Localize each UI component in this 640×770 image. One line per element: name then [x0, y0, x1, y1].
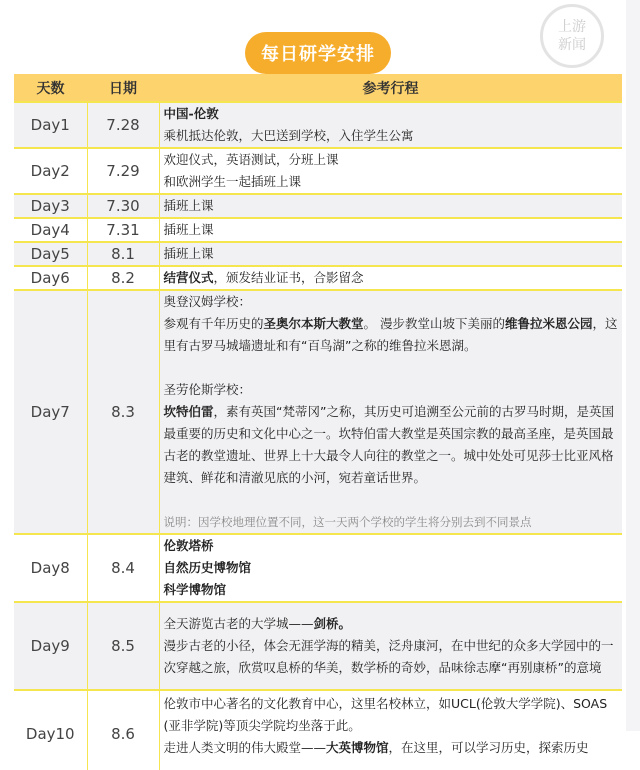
itinerary-text: 。 漫步教堂山坡下美丽的 — [363, 316, 506, 331]
itinerary-cell — [159, 602, 622, 690]
itinerary-note: 说明：因学校地理位置不同，这一天两个学校的学生将分别去到不同景点 — [163, 515, 532, 529]
itinerary-bold: 科学博物馆 — [163, 582, 227, 597]
day-cell: Day1 — [14, 102, 87, 148]
scrollbar-track — [626, 0, 640, 731]
itinerary-cell: 插班上课 — [159, 194, 622, 218]
itinerary-cell — [159, 266, 622, 290]
itinerary-table — [14, 74, 622, 770]
itinerary-text: 伦敦市中心著名的文化教育中心，这里名校林立，如UCL(伦敦大学学院)、SOAS (亚非学院)等顶尖学院均坐落于此。 — [163, 696, 608, 733]
date-cell: 8.1 — [87, 242, 159, 266]
table-row — [14, 194, 622, 218]
itinerary-text: ，在这里，可以学习历史，探索历史 — [388, 740, 589, 755]
date-cell: 7.31 — [87, 218, 159, 242]
date-cell: 8.3 — [87, 290, 159, 534]
itinerary-bold: 伦敦塔桥 — [163, 538, 214, 553]
itinerary-bold: 剑桥。 — [313, 616, 352, 631]
itinerary-cell — [159, 290, 622, 534]
itinerary-text: ，这里有古罗马城墙遗址和有“百鸟湖”之称的维鲁拉米恩湖。 — [163, 316, 618, 353]
day-cell: Day10 — [14, 690, 87, 770]
itinerary-text: 和欧洲学生一起插班上课 — [163, 174, 302, 189]
itinerary-cell — [159, 102, 622, 148]
itinerary-bold: 维鲁拉米恩公园 — [505, 316, 593, 331]
itinerary-bold: 中国-伦敦 — [163, 106, 219, 121]
date-cell: 8.6 — [87, 690, 159, 770]
section-title-badge: 每日研学安排 — [245, 32, 391, 74]
date-cell: 7.28 — [87, 102, 159, 148]
table-row — [14, 242, 622, 266]
itinerary-text: ，颁发结业证书，合影留念 — [213, 270, 364, 285]
itinerary-cell — [159, 148, 622, 194]
date-cell: 8.5 — [87, 602, 159, 690]
itinerary-cell: 插班上课 — [159, 242, 622, 266]
day-cell: Day2 — [14, 148, 87, 194]
header-itinerary: 参考行程 — [159, 74, 622, 102]
table-row — [14, 534, 622, 602]
itinerary-bold: 结营仪式 — [163, 270, 214, 285]
day-cell: Day8 — [14, 534, 87, 602]
table-row — [14, 148, 622, 194]
table-row — [14, 690, 622, 770]
itinerary-text: 欢迎仪式，英语测试，分班上课 — [163, 152, 339, 167]
itinerary-cell — [159, 690, 622, 770]
itinerary-text: 参观有千年历史的 — [163, 316, 264, 331]
date-cell: 7.30 — [87, 194, 159, 218]
day-cell: Day9 — [14, 602, 87, 690]
table-row — [14, 266, 622, 290]
day-cell: Day4 — [14, 218, 87, 242]
itinerary-cell — [159, 534, 622, 602]
itinerary-text: 全天游览古老的大学城—— — [163, 616, 314, 631]
table-row — [14, 102, 622, 148]
itinerary-bold: 圣奥尔本斯大教堂 — [263, 316, 364, 331]
itinerary-bold: 自然历史博物馆 — [163, 560, 252, 575]
itinerary-text: 漫步古老的小径，体会无涯学海的精美，泛舟康河，在中世纪的众多大学园中的一次穿越之旅，欣赏叹息桥的华美，数学桥的奇妙，品味徐志摩“再别康桥”的意境 — [163, 638, 614, 675]
table-row — [14, 290, 622, 534]
watermark-logo: 上游 新闻 — [540, 4, 604, 68]
date-cell: 8.2 — [87, 266, 159, 290]
itinerary-text: 乘机抵达伦敦，大巴送到学校，入住学生公寓 — [163, 128, 414, 143]
school-name: 奥登汉姆学校： — [163, 294, 252, 309]
day-cell: Day3 — [14, 194, 87, 218]
itinerary-cell: 插班上课 — [159, 218, 622, 242]
school-name: 圣劳伦斯学校： — [163, 382, 252, 397]
day-cell: Day7 — [14, 290, 87, 534]
table-header — [14, 74, 622, 102]
table-row — [14, 602, 622, 690]
date-cell: 7.29 — [87, 148, 159, 194]
day-cell: Day5 — [14, 242, 87, 266]
itinerary-text: 走进人类文明的伟大殿堂—— — [163, 740, 327, 755]
day-cell: Day6 — [14, 266, 87, 290]
itinerary-bold: 大英博物馆 — [326, 740, 389, 755]
header-date: 日期 — [87, 74, 159, 102]
table-row — [14, 218, 622, 242]
itinerary-bold: 坎特伯雷 — [163, 404, 214, 419]
itinerary-text: ，素有英国“梵蒂冈”之称，其历史可追溯至公元前的古罗马时期，是英国最重要的历史和文化中心之一。坎特伯雷大教堂是英国宗教的最高圣座，是英国最古老的教堂遗址、世界上十大最令人向往的教堂之一。城中处处可见莎士比亚风格建筑、鲜花和清澈见底的小河，宛若童话世界。 — [163, 404, 614, 485]
date-cell: 8.4 — [87, 534, 159, 602]
header-day: 天数 — [14, 74, 87, 102]
